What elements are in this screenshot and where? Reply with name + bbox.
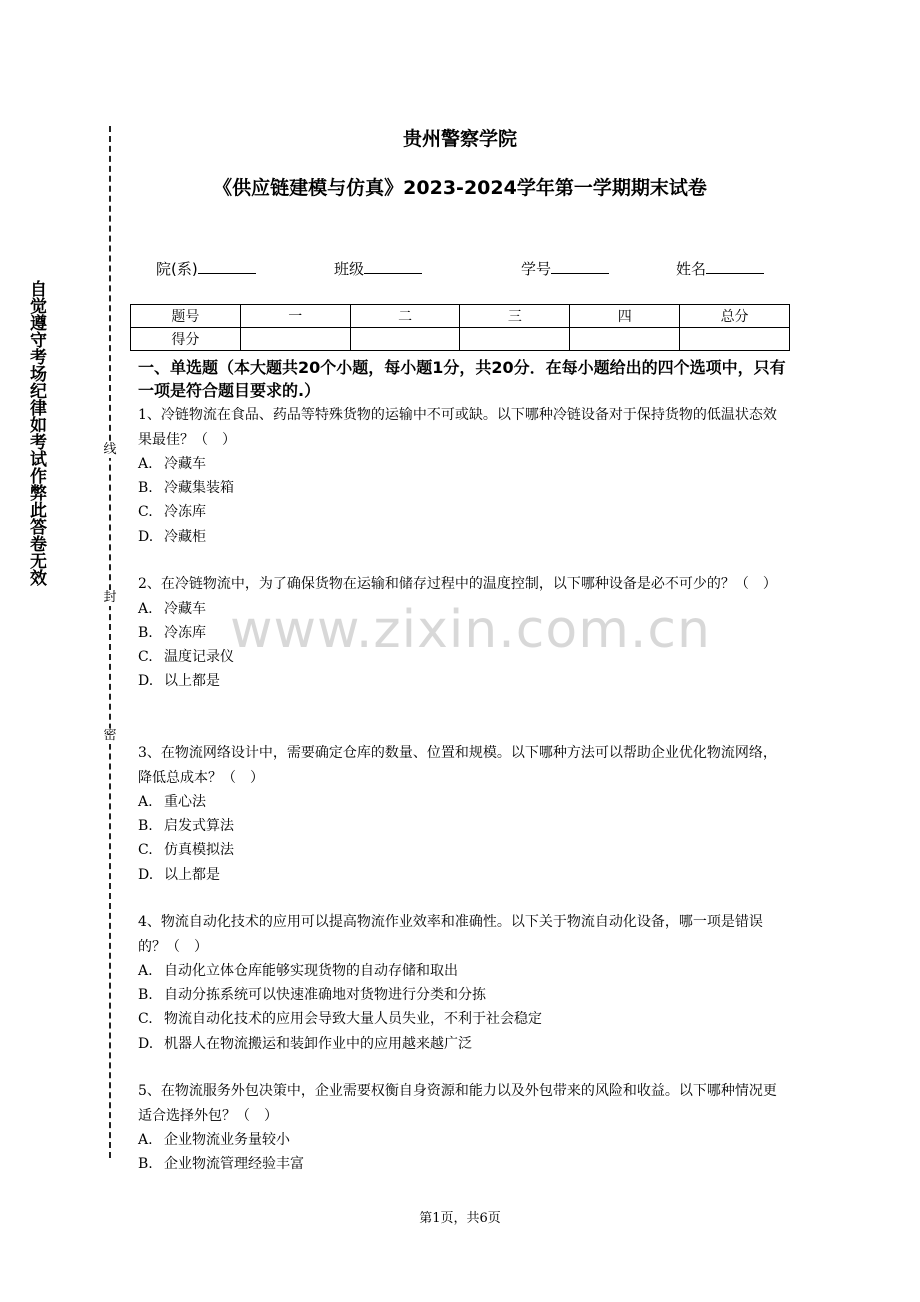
score-input-cell[interactable] [460, 328, 570, 351]
score-table [130, 304, 790, 351]
option-b: B. 企业物流管理经验丰富 [138, 1156, 304, 1173]
school-title: 贵州警察学院 [402, 128, 517, 150]
option-d: D. 以上都是 [138, 866, 220, 883]
option-c: C. 温度记录仪 [138, 648, 234, 665]
score-cell: 二 [350, 305, 460, 328]
student-id-field [521, 258, 609, 279]
question-text: 4、物流自动化技术的应用可以提高物流作业效率和准确性。以下关于物流自动化设备，哪一项是错误的？（ ） [138, 914, 763, 955]
option-a: A. 企业物流业务量较小 [138, 1132, 290, 1148]
department-label: 院(系) [156, 260, 198, 278]
question-3 [138, 741, 788, 887]
cut-mark-xian: 线 [103, 442, 117, 457]
option-a: A. 冷藏车 [138, 456, 206, 472]
score-input-cell[interactable] [570, 328, 680, 351]
name-field [676, 258, 764, 279]
department-field [156, 258, 256, 279]
question-text: 2、在冷链物流中，为了确保货物在运输和储存过程中的温度控制，以下哪种设备是必不可少的？（ ） [138, 576, 777, 592]
option-c: C. 仿真模拟法 [138, 842, 234, 859]
question-text: 5、在物流服务外包决策中，企业需要权衡自身资源和能力以及外包带来的风险和收益。以下哪种情况更适合选择外包？（ ） [138, 1083, 777, 1124]
cut-mark-feng: 封 [103, 590, 117, 605]
option-b: B. 启发式算法 [138, 818, 234, 835]
score-input-cell[interactable] [240, 328, 350, 351]
option-c: C. 冷冻库 [138, 504, 206, 521]
option-c: C. 物流自动化技术的应用会导致大量人员失业，不利于社会稳定 [138, 1011, 542, 1028]
exam-title: 《供应链建模与仿真》2023-2024学年第一学期期末试卷 [213, 177, 707, 199]
score-cell: 四 [570, 305, 680, 328]
option-b: B. 冷藏集装箱 [138, 480, 234, 497]
question-2 [138, 572, 788, 693]
option-d: D. 以上都是 [138, 673, 220, 690]
class-label: 班级 [334, 260, 365, 278]
option-a: A. 自动化立体仓库能够实现货物的自动存储和取出 [138, 963, 458, 979]
department-blank[interactable] [198, 259, 256, 274]
cut-line [109, 126, 111, 1158]
option-a: A. 重心法 [138, 794, 206, 810]
name-blank[interactable] [706, 259, 764, 274]
side-notice: 自觉遵守考场纪律如考试作弊此答卷无效 [26, 280, 46, 586]
student-id-blank[interactable] [551, 259, 609, 274]
score-cell: 一 [240, 305, 350, 328]
question-4 [138, 910, 788, 1056]
option-b: B. 冷冻库 [138, 624, 206, 641]
option-d: D. 机器人在物流搬运和装卸作业中的应用越来越广泛 [138, 1035, 472, 1052]
score-row-label: 得分 [131, 328, 241, 351]
student-id-label: 学号 [521, 260, 552, 278]
score-input-cell[interactable] [350, 328, 460, 351]
class-field [334, 258, 422, 279]
question-1 [138, 403, 788, 549]
cut-mark-mi: 密 [103, 728, 117, 743]
score-cell: 总分 [680, 305, 790, 328]
score-table-score-row [131, 328, 790, 351]
score-cell: 题号 [131, 305, 241, 328]
class-blank[interactable] [364, 259, 422, 274]
score-table-header-row [131, 305, 790, 328]
option-d: D. 冷藏柜 [138, 528, 206, 545]
question-text: 3、在物流网络设计中，需要确定仓库的数量、位置和规模。以下哪种方法可以帮助企业优化物流网络，降低总成本？（ ） [138, 745, 777, 786]
score-cell: 三 [460, 305, 570, 328]
page-footer: 第1页，共6页 [419, 1211, 501, 1226]
name-label: 姓名 [676, 260, 707, 278]
score-input-cell[interactable] [680, 328, 790, 351]
question-5 [138, 1079, 788, 1176]
option-b: B. 自动分拣系统可以快速准确地对货物进行分类和分拣 [138, 987, 486, 1004]
option-a: A. 冷藏车 [138, 600, 206, 617]
section-heading: 一、单选题（本大题共20个小题，每小题1分，共20分．在每小题给出的四个选项中，只有一项是符合题目要求的.） [138, 358, 786, 400]
question-text: 1、冷链物流在食品、药品等特殊货物的运输中不可或缺。以下哪种冷链设备对于保持货物的低温状态效果最佳？（ ） [138, 407, 777, 448]
watermark: www.zixin.com.cn [230, 600, 711, 660]
